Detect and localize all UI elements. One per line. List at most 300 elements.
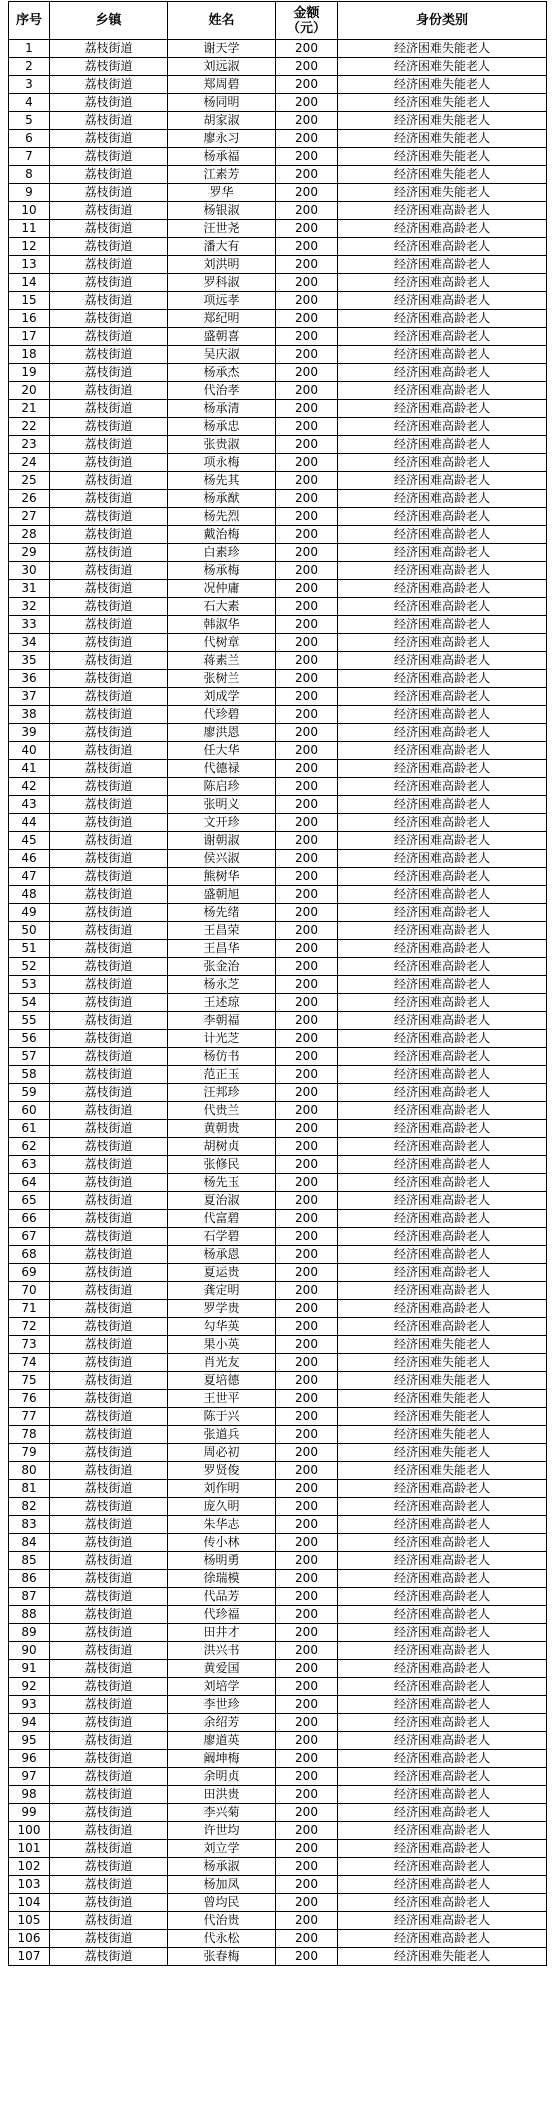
cell-town: 荔枝街道: [50, 634, 168, 652]
cell-seq: 54: [9, 994, 50, 1012]
cell-name: 廖洪恩: [168, 724, 276, 742]
cell-town: 荔枝街道: [50, 1462, 168, 1480]
cell-category: 经济困难高龄老人: [338, 760, 547, 778]
cell-seq: 81: [9, 1480, 50, 1498]
table-row: [9, 112, 547, 130]
header-seq: 序号: [9, 2, 50, 40]
cell-name: 蒋素兰: [168, 652, 276, 670]
cell-town: 荔枝街道: [50, 1768, 168, 1786]
cell-town: 荔枝街道: [50, 1588, 168, 1606]
cell-seq: 40: [9, 742, 50, 760]
cell-seq: 46: [9, 850, 50, 868]
cell-town: 荔枝街道: [50, 706, 168, 724]
table-row: [9, 544, 547, 562]
cell-name: 王昌荣: [168, 922, 276, 940]
cell-town: 荔枝街道: [50, 418, 168, 436]
cell-seq: 85: [9, 1552, 50, 1570]
cell-category: 经济困难高龄老人: [338, 688, 547, 706]
cell-amount: 200: [276, 220, 338, 238]
table-row: [9, 832, 547, 850]
cell-seq: 18: [9, 346, 50, 364]
cell-category: 经济困难高龄老人: [338, 1246, 547, 1264]
cell-town: 荔枝街道: [50, 1102, 168, 1120]
cell-category: 经济困难失能老人: [338, 76, 547, 94]
table-row: [9, 1246, 547, 1264]
cell-town: 荔枝街道: [50, 940, 168, 958]
cell-amount: 200: [276, 130, 338, 148]
cell-name: 侯兴淑: [168, 850, 276, 868]
cell-name: 杨银淑: [168, 202, 276, 220]
table-row: [9, 472, 547, 490]
cell-name: 代永松: [168, 1930, 276, 1948]
cell-seq: 91: [9, 1660, 50, 1678]
cell-category: 经济困难高龄老人: [338, 1138, 547, 1156]
table-row: [9, 1660, 547, 1678]
cell-category: 经济困难高龄老人: [338, 274, 547, 292]
cell-amount: 200: [276, 1192, 338, 1210]
table-row: [9, 1066, 547, 1084]
cell-category: 经济困难高龄老人: [338, 1642, 547, 1660]
cell-seq: 15: [9, 292, 50, 310]
table-row: [9, 292, 547, 310]
cell-town: 荔枝街道: [50, 1948, 168, 1966]
cell-town: 荔枝街道: [50, 58, 168, 76]
cell-town: 荔枝街道: [50, 1876, 168, 1894]
cell-seq: 16: [9, 310, 50, 328]
cell-town: 荔枝街道: [50, 166, 168, 184]
cell-town: 荔枝街道: [50, 1660, 168, 1678]
cell-amount: 200: [276, 670, 338, 688]
cell-town: 荔枝街道: [50, 76, 168, 94]
cell-name: 范正玉: [168, 1066, 276, 1084]
table-row: [9, 1714, 547, 1732]
cell-seq: 99: [9, 1804, 50, 1822]
cell-seq: 2: [9, 58, 50, 76]
table-row: [9, 1138, 547, 1156]
cell-seq: 75: [9, 1372, 50, 1390]
cell-category: 经济困难高龄老人: [338, 328, 547, 346]
table-row: [9, 1156, 547, 1174]
cell-seq: 29: [9, 544, 50, 562]
cell-category: 经济困难高龄老人: [338, 1030, 547, 1048]
cell-town: 荔枝街道: [50, 868, 168, 886]
cell-amount: 200: [276, 1696, 338, 1714]
cell-name: 罗学贵: [168, 1300, 276, 1318]
cell-amount: 200: [276, 958, 338, 976]
cell-seq: 106: [9, 1930, 50, 1948]
cell-seq: 23: [9, 436, 50, 454]
cell-amount: 200: [276, 1642, 338, 1660]
cell-name: 况仲庸: [168, 580, 276, 598]
cell-name: 余明贞: [168, 1768, 276, 1786]
cell-seq: 43: [9, 796, 50, 814]
cell-seq: 59: [9, 1084, 50, 1102]
cell-category: 经济困难高龄老人: [338, 1048, 547, 1066]
table-row: [9, 1498, 547, 1516]
cell-amount: 200: [276, 904, 338, 922]
table-row: [9, 274, 547, 292]
cell-town: 荔枝街道: [50, 346, 168, 364]
cell-seq: 87: [9, 1588, 50, 1606]
cell-town: 荔枝街道: [50, 1408, 168, 1426]
cell-name: 张树兰: [168, 670, 276, 688]
header-category: 身份类别: [338, 2, 547, 40]
cell-name: 阚坤梅: [168, 1750, 276, 1768]
table-row: [9, 634, 547, 652]
cell-town: 荔枝街道: [50, 580, 168, 598]
cell-seq: 55: [9, 1012, 50, 1030]
cell-name: 夏治淑: [168, 1192, 276, 1210]
cell-town: 荔枝街道: [50, 1354, 168, 1372]
cell-seq: 97: [9, 1768, 50, 1786]
cell-town: 荔枝街道: [50, 994, 168, 1012]
cell-seq: 102: [9, 1858, 50, 1876]
cell-name: 王昌华: [168, 940, 276, 958]
cell-name: 郑周碧: [168, 76, 276, 94]
cell-seq: 78: [9, 1426, 50, 1444]
cell-name: 李朝福: [168, 1012, 276, 1030]
cell-name: 罗华: [168, 184, 276, 202]
cell-seq: 52: [9, 958, 50, 976]
cell-amount: 200: [276, 580, 338, 598]
table-row: [9, 1390, 547, 1408]
cell-town: 荔枝街道: [50, 1282, 168, 1300]
cell-name: 黄爱国: [168, 1660, 276, 1678]
cell-name: 张修民: [168, 1156, 276, 1174]
cell-category: 经济困难高龄老人: [338, 1228, 547, 1246]
cell-name: 杨承福: [168, 148, 276, 166]
table-row: [9, 40, 547, 58]
table-row: [9, 580, 547, 598]
cell-name: 朱华志: [168, 1516, 276, 1534]
table-header: [9, 2, 547, 40]
table-row: [9, 1210, 547, 1228]
cell-amount: 200: [276, 796, 338, 814]
cell-name: 吴庆淑: [168, 346, 276, 364]
table-row: [9, 76, 547, 94]
cell-amount: 200: [276, 1822, 338, 1840]
table-row: [9, 1876, 547, 1894]
table-row: [9, 400, 547, 418]
cell-town: 荔枝街道: [50, 544, 168, 562]
cell-category: 经济困难高龄老人: [338, 1858, 547, 1876]
cell-seq: 7: [9, 148, 50, 166]
cell-town: 荔枝街道: [50, 1516, 168, 1534]
cell-seq: 14: [9, 274, 50, 292]
cell-category: 经济困难高龄老人: [338, 202, 547, 220]
cell-seq: 62: [9, 1138, 50, 1156]
cell-category: 经济困难高龄老人: [338, 472, 547, 490]
cell-seq: 70: [9, 1282, 50, 1300]
cell-name: 杨承猷: [168, 490, 276, 508]
cell-seq: 51: [9, 940, 50, 958]
cell-name: 龚定明: [168, 1282, 276, 1300]
cell-name: 张春梅: [168, 1948, 276, 1966]
cell-amount: 200: [276, 166, 338, 184]
cell-category: 经济困难高龄老人: [338, 706, 547, 724]
cell-name: 代珍碧: [168, 706, 276, 724]
cell-category: 经济困难失能老人: [338, 94, 547, 112]
cell-amount: 200: [276, 724, 338, 742]
cell-amount: 200: [276, 994, 338, 1012]
cell-category: 经济困难失能老人: [338, 1444, 547, 1462]
cell-category: 经济困难高龄老人: [338, 238, 547, 256]
cell-name: 谢朝淑: [168, 832, 276, 850]
cell-seq: 107: [9, 1948, 50, 1966]
cell-category: 经济困难高龄老人: [338, 832, 547, 850]
cell-seq: 69: [9, 1264, 50, 1282]
cell-town: 荔枝街道: [50, 688, 168, 706]
cell-seq: 31: [9, 580, 50, 598]
cell-amount: 200: [276, 202, 338, 220]
table-row: [9, 310, 547, 328]
cell-town: 荔枝街道: [50, 598, 168, 616]
cell-seq: 66: [9, 1210, 50, 1228]
cell-amount: 200: [276, 436, 338, 454]
cell-category: 经济困难高龄老人: [338, 454, 547, 472]
cell-category: 经济困难失能老人: [338, 184, 547, 202]
cell-category: 经济困难高龄老人: [338, 1552, 547, 1570]
cell-name: 杨承梅: [168, 562, 276, 580]
table-row: [9, 1840, 547, 1858]
cell-amount: 200: [276, 1030, 338, 1048]
cell-name: 王世平: [168, 1390, 276, 1408]
cell-category: 经济困难高龄老人: [338, 922, 547, 940]
cell-amount: 200: [276, 832, 338, 850]
table-row: [9, 1444, 547, 1462]
table-row: [9, 220, 547, 238]
cell-name: 代富碧: [168, 1210, 276, 1228]
cell-name: 罗科淑: [168, 274, 276, 292]
cell-town: 荔枝街道: [50, 724, 168, 742]
cell-seq: 22: [9, 418, 50, 436]
table-row: [9, 652, 547, 670]
cell-category: 经济困难高龄老人: [338, 724, 547, 742]
cell-name: 盛朝喜: [168, 328, 276, 346]
cell-seq: 26: [9, 490, 50, 508]
table-row: [9, 1570, 547, 1588]
cell-seq: 56: [9, 1030, 50, 1048]
cell-town: 荔枝街道: [50, 814, 168, 832]
cell-town: 荔枝街道: [50, 1300, 168, 1318]
cell-seq: 88: [9, 1606, 50, 1624]
cell-name: 廖永习: [168, 130, 276, 148]
cell-name: 许世均: [168, 1822, 276, 1840]
cell-name: 文开珍: [168, 814, 276, 832]
cell-town: 荔枝街道: [50, 976, 168, 994]
cell-name: 汪邦珍: [168, 1084, 276, 1102]
cell-amount: 200: [276, 148, 338, 166]
cell-category: 经济困难高龄老人: [338, 310, 547, 328]
cell-category: 经济困难高龄老人: [338, 1840, 547, 1858]
cell-amount: 200: [276, 1930, 338, 1948]
cell-seq: 73: [9, 1336, 50, 1354]
table-row: [9, 238, 547, 256]
cell-category: 经济困难失能老人: [338, 1948, 547, 1966]
cell-category: 经济困难高龄老人: [338, 1156, 547, 1174]
cell-category: 经济困难高龄老人: [338, 1660, 547, 1678]
cell-seq: 44: [9, 814, 50, 832]
table-row: [9, 1606, 547, 1624]
cell-category: 经济困难高龄老人: [338, 1696, 547, 1714]
table-row: [9, 1552, 547, 1570]
cell-category: 经济困难高龄老人: [338, 436, 547, 454]
cell-town: 荔枝街道: [50, 670, 168, 688]
cell-amount: 200: [276, 1156, 338, 1174]
table-row: [9, 490, 547, 508]
cell-name: 勾华英: [168, 1318, 276, 1336]
cell-amount: 200: [276, 1210, 338, 1228]
cell-category: 经济困难高龄老人: [338, 742, 547, 760]
cell-town: 荔枝街道: [50, 1858, 168, 1876]
cell-town: 荔枝街道: [50, 958, 168, 976]
cell-seq: 17: [9, 328, 50, 346]
cell-amount: 200: [276, 1048, 338, 1066]
cell-category: 经济困难高龄老人: [338, 1120, 547, 1138]
table-row: [9, 148, 547, 166]
cell-category: 经济困难高龄老人: [338, 1768, 547, 1786]
cell-amount: 200: [276, 1588, 338, 1606]
header-name: 姓名: [168, 2, 276, 40]
cell-seq: 58: [9, 1066, 50, 1084]
table-row: [9, 742, 547, 760]
cell-category: 经济困难高龄老人: [338, 1678, 547, 1696]
table-row: [9, 958, 547, 976]
cell-category: 经济困难高龄老人: [338, 1300, 547, 1318]
cell-town: 荔枝街道: [50, 310, 168, 328]
cell-seq: 82: [9, 1498, 50, 1516]
cell-name: 刘立学: [168, 1840, 276, 1858]
cell-seq: 68: [9, 1246, 50, 1264]
table-row: [9, 1930, 547, 1948]
cell-name: 刘远淑: [168, 58, 276, 76]
cell-name: 任大华: [168, 742, 276, 760]
cell-amount: 200: [276, 328, 338, 346]
table-row: [9, 778, 547, 796]
cell-town: 荔枝街道: [50, 742, 168, 760]
cell-town: 荔枝街道: [50, 220, 168, 238]
cell-seq: 104: [9, 1894, 50, 1912]
cell-name: 项远孝: [168, 292, 276, 310]
cell-name: 石学碧: [168, 1228, 276, 1246]
cell-category: 经济困难高龄老人: [338, 598, 547, 616]
cell-amount: 200: [276, 292, 338, 310]
cell-name: 李世珍: [168, 1696, 276, 1714]
cell-amount: 200: [276, 346, 338, 364]
cell-category: 经济困难失能老人: [338, 166, 547, 184]
cell-category: 经济困难失能老人: [338, 1426, 547, 1444]
cell-town: 荔枝街道: [50, 1426, 168, 1444]
cell-town: 荔枝街道: [50, 1750, 168, 1768]
cell-amount: 200: [276, 616, 338, 634]
cell-category: 经济困难失能老人: [338, 1372, 547, 1390]
cell-name: 张金治: [168, 958, 276, 976]
table-row: [9, 796, 547, 814]
cell-seq: 27: [9, 508, 50, 526]
cell-category: 经济困难高龄老人: [338, 1282, 547, 1300]
cell-town: 荔枝街道: [50, 1696, 168, 1714]
cell-amount: 200: [276, 652, 338, 670]
table-row: [9, 1462, 547, 1480]
cell-seq: 50: [9, 922, 50, 940]
cell-town: 荔枝街道: [50, 1930, 168, 1948]
table-row: [9, 1912, 547, 1930]
cell-town: 荔枝街道: [50, 1174, 168, 1192]
cell-category: 经济困难高龄老人: [338, 1930, 547, 1948]
cell-town: 荔枝街道: [50, 94, 168, 112]
cell-name: 传小林: [168, 1534, 276, 1552]
cell-name: 计光芝: [168, 1030, 276, 1048]
cell-town: 荔枝街道: [50, 328, 168, 346]
cell-category: 经济困难高龄老人: [338, 670, 547, 688]
cell-category: 经济困难高龄老人: [338, 1606, 547, 1624]
cell-seq: 10: [9, 202, 50, 220]
cell-category: 经济困难高龄老人: [338, 904, 547, 922]
cell-amount: 200: [276, 1480, 338, 1498]
cell-town: 荔枝街道: [50, 1246, 168, 1264]
table-row: [9, 1174, 547, 1192]
cell-category: 经济困难失能老人: [338, 148, 547, 166]
cell-amount: 200: [276, 1336, 338, 1354]
cell-amount: 200: [276, 184, 338, 202]
cell-name: 戴治梅: [168, 526, 276, 544]
table-row: [9, 1822, 547, 1840]
cell-town: 荔枝街道: [50, 796, 168, 814]
cell-name: 杨永芝: [168, 976, 276, 994]
cell-town: 荔枝街道: [50, 454, 168, 472]
cell-amount: 200: [276, 76, 338, 94]
cell-town: 荔枝街道: [50, 1210, 168, 1228]
cell-category: 经济困难高龄老人: [338, 382, 547, 400]
cell-amount: 200: [276, 1408, 338, 1426]
cell-town: 荔枝街道: [50, 1390, 168, 1408]
table-row: [9, 346, 547, 364]
cell-name: 杨同明: [168, 94, 276, 112]
cell-category: 经济困难高龄老人: [338, 526, 547, 544]
cell-name: 田洪贵: [168, 1786, 276, 1804]
cell-category: 经济困难高龄老人: [338, 1498, 547, 1516]
cell-name: 白素珍: [168, 544, 276, 562]
cell-name: 陈启珍: [168, 778, 276, 796]
cell-seq: 76: [9, 1390, 50, 1408]
table-row: [9, 706, 547, 724]
cell-town: 荔枝街道: [50, 1084, 168, 1102]
header-amount: [276, 2, 338, 40]
cell-amount: 200: [276, 1174, 338, 1192]
cell-seq: 80: [9, 1462, 50, 1480]
cell-amount: 200: [276, 1894, 338, 1912]
cell-town: 荔枝街道: [50, 382, 168, 400]
cell-category: 经济困难高龄老人: [338, 1624, 547, 1642]
cell-town: 荔枝街道: [50, 1714, 168, 1732]
cell-name: 谢天学: [168, 40, 276, 58]
cell-amount: 200: [276, 238, 338, 256]
table-row: [9, 1480, 547, 1498]
cell-category: 经济困难失能老人: [338, 1462, 547, 1480]
cell-name: 杨先绪: [168, 904, 276, 922]
cell-seq: 90: [9, 1642, 50, 1660]
cell-category: 经济困难高龄老人: [338, 220, 547, 238]
cell-name: 杨先烈: [168, 508, 276, 526]
cell-town: 荔枝街道: [50, 472, 168, 490]
cell-category: 经济困难高龄老人: [338, 490, 547, 508]
cell-town: 荔枝街道: [50, 778, 168, 796]
cell-name: 余绍芳: [168, 1714, 276, 1732]
table-row: [9, 1534, 547, 1552]
cell-amount: 200: [276, 1372, 338, 1390]
cell-seq: 35: [9, 652, 50, 670]
header-row: [9, 2, 547, 40]
